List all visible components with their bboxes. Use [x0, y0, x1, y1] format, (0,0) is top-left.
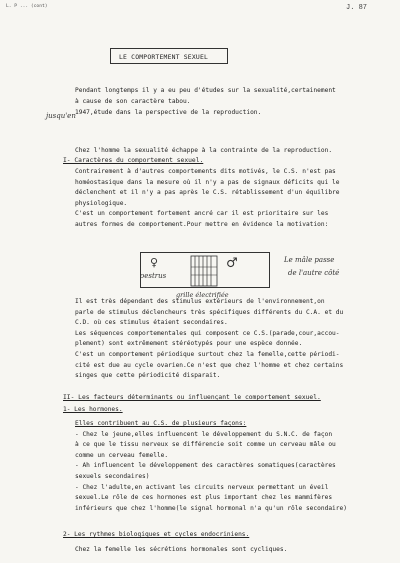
section-2-line: inférieurs que chez l'homme(le signal hormonal n'a qu'un rôle secondaire): [75, 504, 347, 512]
experiment-diagram: [140, 252, 270, 288]
section-1-line: autres formes de comportement.Pour mettre en évidence la motivation:: [75, 220, 329, 228]
section-2-title: II- Les facteurs déterminants ou influençant le comportement sexuel.: [63, 394, 321, 401]
section-1-cont-line: C.D. où ces stimulus étaient secondaires.: [75, 319, 228, 327]
section-1-cont-line: plement) sont extrêmement stéréotypés pour une espèce donnée.: [75, 340, 303, 348]
section-1-line: physiologique.: [75, 199, 128, 207]
section-2-line: à ce que le tissu nerveux se différencie soit comme un cerveau mâle ou: [75, 441, 336, 449]
grid-caption: grille électrifiée: [176, 291, 229, 299]
section-1-line: homéostasique dans la mesure où il n'y a pas de signaux déficits qui le: [75, 178, 340, 186]
section-2-body: [75, 419, 375, 514]
section-2-line: comme un cerveau femelle.: [75, 451, 169, 459]
section-1-line: Contrairement à d'autres comportements dits motivés, le C.S. n'est pas: [75, 168, 336, 175]
subsection-rhythms-title: 2- Les rythmes biologiques et cycles endocriniens.: [63, 531, 250, 538]
section-2-line: - Chez le jeune,elles influencent le développement du S.N.C. de façon: [75, 430, 333, 438]
section-2-line: - Ah influencent le développement des caractères somatiques(caractères: [75, 462, 336, 470]
section-1-continued: [75, 297, 375, 382]
opening-line: Chez l'homme la sexualité échappe à la contrainte de la reproduction.: [75, 147, 333, 154]
intro-line: à cause de son caractère tabou.: [75, 98, 191, 106]
section-2-last-line: Chez la femelle les sécrétions hormonales sont cycliques.: [75, 546, 288, 553]
section-2-line: - Chez l'adulte,en activant les circuits nerveux permettant un éveil: [75, 483, 329, 491]
intro-line: 1947,étude dans la perspective de la reproduction.: [75, 109, 262, 117]
opening-paragraph: [75, 146, 375, 157]
section-2-last: [75, 545, 375, 556]
section-1-cont-line: cité est due au cycle ovarien.Ce n'est que chez l'homme et chez certains: [75, 361, 344, 369]
handwritten-margin-note: jusqu'en: [46, 112, 76, 120]
intro-paragraph: [75, 85, 375, 119]
oestrus-label: oestrus: [140, 272, 167, 280]
section-1-line: déclenchent et il n'y a pas après le C.S. rétablissement d'un équilibre: [75, 189, 340, 197]
intro-line: Pendant longtemps il y a eu peu d'études sur la sexualité,certainement: [75, 87, 336, 94]
section-2-line: sexuels secondaires): [75, 472, 150, 480]
section-1-cont-line: Il est très dépendant des stimulus extérieurs de l'environnement,on: [75, 298, 325, 305]
section-1-line: C'est un comportement fortement ancré car il est prioritaire sur les: [75, 210, 329, 218]
diagram-side-note: de l'autre côté: [288, 269, 340, 277]
section-1-cont-line: C'est un comportement périodique surtout chez la femelle,cette périodi-: [75, 350, 340, 358]
subsection-hormones-title: 1- Les hormones.: [63, 406, 123, 413]
document-title: LE COMPORTEMENT SEXUEL: [110, 48, 228, 64]
section-1-title: I- Caractères du comportement sexuel.: [63, 157, 204, 164]
male-symbol-icon: ♂: [226, 256, 238, 271]
cage-drawing: [141, 253, 271, 289]
header-top-left: L. P ... (cont): [6, 4, 48, 9]
section-2-lead: Elles contribuent au C.S. de plusieurs façons:: [75, 420, 247, 427]
section-2-line: sexuel.Le rôle de ces hormones est plus important chez les mammifères: [75, 494, 333, 502]
section-1-body: [75, 167, 375, 231]
section-1-cont-line: Les séquences comportementales qui composent ce C.S.(parade,cour,accou-: [75, 329, 340, 337]
diagram-side-note: Le mâle passe: [284, 256, 335, 264]
female-symbol-icon: ♀: [150, 256, 159, 269]
page-number: J. 87: [346, 4, 368, 12]
section-1-cont-line: parle de stimulus déclencheurs très spécifiques différents du C.A. et du: [75, 308, 344, 316]
section-1-cont-line: singes que cette périodicité disparait.: [75, 372, 221, 380]
